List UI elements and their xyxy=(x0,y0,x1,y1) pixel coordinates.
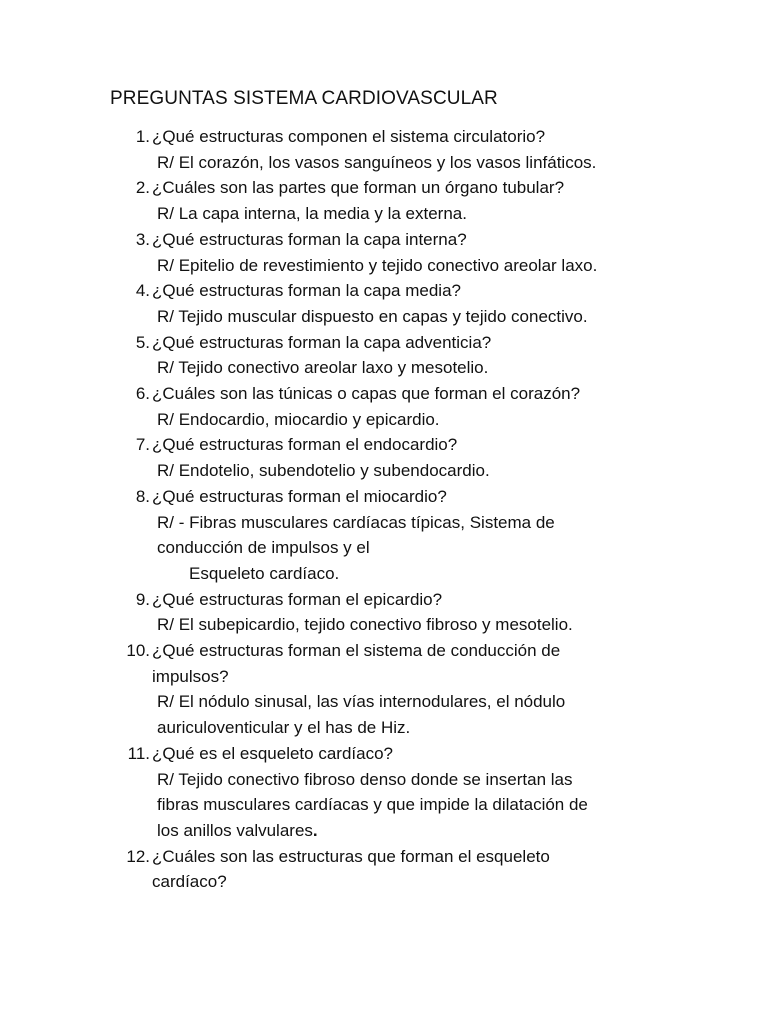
answer-text: R/ El subepicardio, tejido conectivo fibroso y mesotelio. xyxy=(157,615,573,635)
answer-line: Esqueleto cardíaco. xyxy=(189,563,340,583)
question-line: ¿Cuáles son las estructuras que forman el esqueleto xyxy=(152,846,550,866)
item-number: 3. xyxy=(135,229,150,249)
answer-text: R/ Tejido muscular dispuesto en capas y tejido conectivo. xyxy=(157,306,588,326)
answer-text: R/ Tejido conectivo areolar laxo y mesotelio. xyxy=(157,358,489,378)
answer-text: R/ Endotelio, subendotelio y subendocardio. xyxy=(157,461,490,481)
item-number: 8. xyxy=(135,486,150,506)
answer-line: fibras musculares cardíacas y que impide la dilatación de xyxy=(157,795,588,815)
answer-text xyxy=(157,510,730,587)
list-item-12 xyxy=(110,844,730,895)
answer-text xyxy=(157,767,730,844)
question-list xyxy=(110,124,730,895)
item-number: 7. xyxy=(135,435,150,455)
list-item-8 xyxy=(110,484,730,587)
item-number: 9. xyxy=(135,589,150,609)
answer-line: auriculoventicular y el has de Hiz. xyxy=(157,718,411,738)
question-text: ¿Qué estructuras forman el miocardio? xyxy=(152,486,447,506)
question-text: ¿Qué estructuras forman la capa media? xyxy=(152,281,461,301)
item-number: 10. xyxy=(126,641,150,661)
answer-text: R/ El corazón, los vasos sanguíneos y los vasos linfáticos. xyxy=(157,152,597,172)
answer-line: R/ Tejido conectivo fibroso denso donde se insertan las xyxy=(157,769,573,789)
item-number: 2. xyxy=(135,178,150,198)
list-item-4 xyxy=(110,278,730,329)
question-line: impulsos? xyxy=(152,666,229,686)
question-text xyxy=(152,844,730,895)
question-line: ¿Qué estructuras forman el sistema de conducción de xyxy=(152,641,561,661)
question-text: ¿Qué estructuras forman la capa interna? xyxy=(152,229,467,249)
answer-text: R/ La capa interna, la media y la externa. xyxy=(157,204,467,224)
list-item-3 xyxy=(110,227,730,278)
list-item-11 xyxy=(110,741,730,844)
list-item-2 xyxy=(110,175,730,226)
question-text: ¿Qué estructuras forman el epicardio? xyxy=(152,589,443,609)
question-line: cardíaco? xyxy=(152,872,227,892)
item-number: 12. xyxy=(126,846,150,866)
answer-line: R/ - Fibras musculares cardíacas típicas, Sistema de xyxy=(157,512,555,532)
answer-text xyxy=(157,689,730,740)
answer-line xyxy=(157,818,730,844)
list-item-9 xyxy=(110,587,730,638)
question-text: ¿Qué estructuras forman la capa adventicia? xyxy=(152,332,492,352)
answer-text: R/ Endocardio, miocardio y epicardio. xyxy=(157,409,440,429)
document-title: PREGUNTAS SISTEMA CARDIOVASCULAR xyxy=(110,88,498,109)
list-item-6 xyxy=(110,381,730,432)
bold-period: . xyxy=(312,820,318,840)
list-item-5 xyxy=(110,330,730,381)
answer-text: R/ Epitelio de revestimiento y tejido conectivo areolar laxo. xyxy=(157,255,598,275)
answer-line: conducción de impulsos y el xyxy=(157,538,370,558)
answer-line: R/ El nódulo sinusal, las vías internodulares, el nódulo xyxy=(157,692,566,712)
question-text: ¿Qué estructuras forman el endocardio? xyxy=(152,435,458,455)
question-text: ¿Qué estructuras componen el sistema circulatorio? xyxy=(152,127,546,146)
item-number: 11. xyxy=(127,743,150,763)
item-number: 1. xyxy=(135,127,150,146)
question-text xyxy=(152,638,730,689)
question-text: ¿Cuáles son las partes que forman un órgano tubular? xyxy=(152,178,565,198)
item-number: 4. xyxy=(135,281,150,301)
question-text: ¿Cuáles son las túnicas o capas que forman el corazón? xyxy=(152,384,581,404)
answer-line-text: los anillos valvulares xyxy=(157,820,313,840)
list-item-10 xyxy=(110,638,730,741)
list-item-1 xyxy=(110,124,730,175)
item-number: 5. xyxy=(135,332,150,352)
item-number: 6. xyxy=(135,384,150,404)
question-text: ¿Qué es el esqueleto cardíaco? xyxy=(152,743,393,763)
list-item-7 xyxy=(110,432,730,483)
